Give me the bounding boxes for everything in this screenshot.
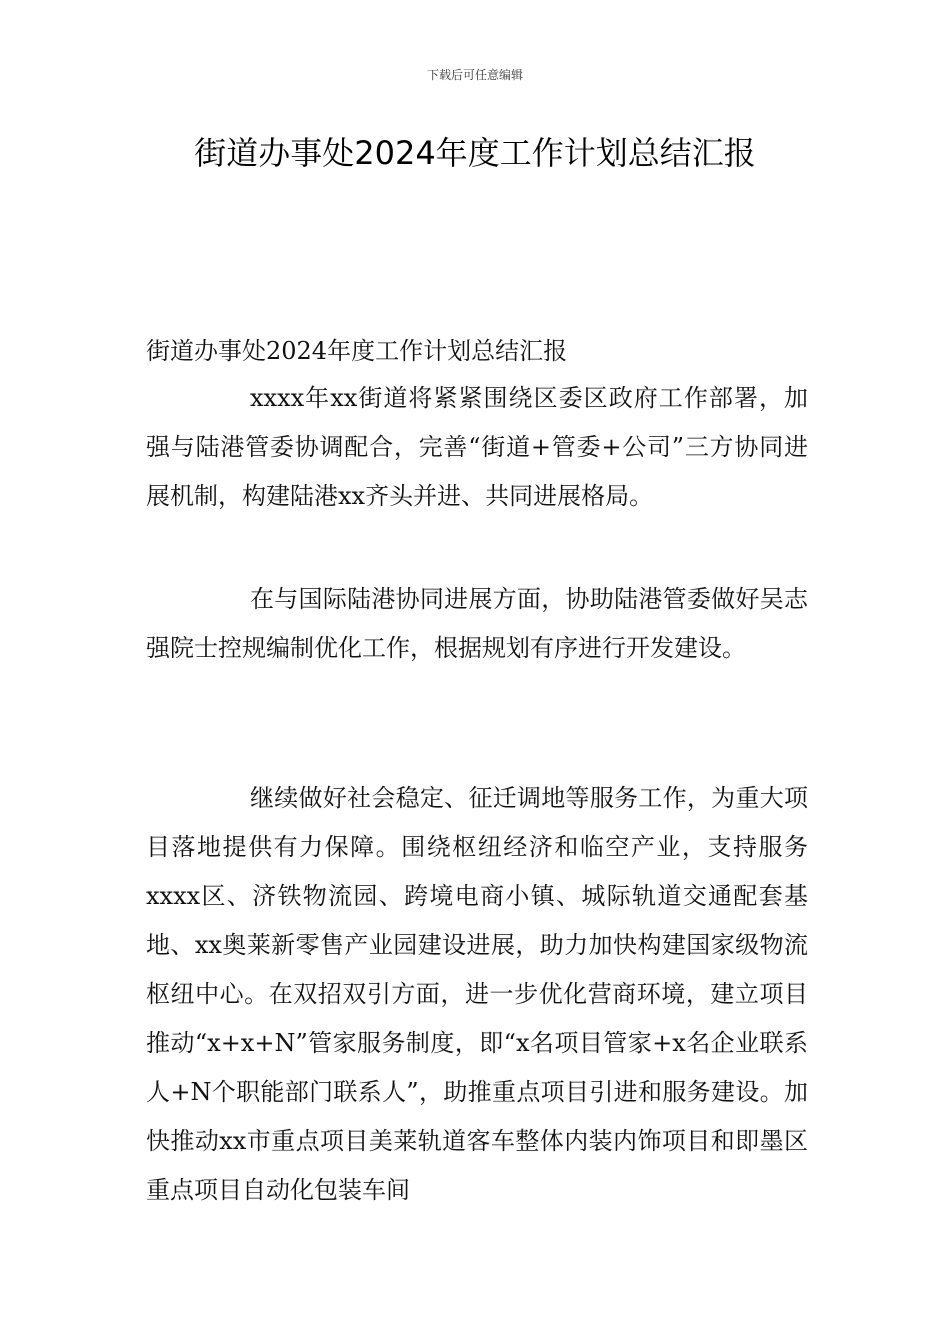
- paragraph-text: 继续做好社会稳定、征迁调地等服务工作，为重大项目落地提供有力保障。围绕枢纽经济和临空产业，支持服务xxxx区、济铁物流园、跨境电商小镇、城际轨道交通配套基地、xx奥莱新零售产业园建设进展，助力加快构建国家级物流枢纽中心。在双招双引方面，进一步优化营商环境，建立项目推动“x+x+N”管家服务制度，即“x名项目管家+x名企业联系人+N个职能部门联系人”，助推重点项目引进和服务建设。加快推动xx市重点项目美莱轨道客车整体内装内饰项目和即墨区重点项目自动化包装车间: [146, 784, 808, 1204]
- paragraph-3: [146, 774, 808, 1215]
- header-note: 下载后可任意编辑: [426, 68, 523, 82]
- document-title: 街道办事处2024年度工作计划总结汇报: [194, 134, 756, 172]
- paragraph-text: 在与国际陆港协同进展方面，协助陆港管委做好吴志强院士控规编制优化工作，根据规划有序进行开发建设。: [146, 585, 808, 662]
- paragraph-2: [146, 575, 808, 673]
- paragraph-text: xxxx年xx街道将紧紧围绕区委区政府工作部署，加强与陆港管委协调配合，完善“街道+管委+公司”三方协同进展机制，构建陆港xx齐头并进、共同进展格局。: [146, 384, 808, 510]
- document-subtitle: 街道办事处2024年度工作计划总结汇报: [146, 337, 568, 365]
- paragraph-1: [146, 374, 808, 521]
